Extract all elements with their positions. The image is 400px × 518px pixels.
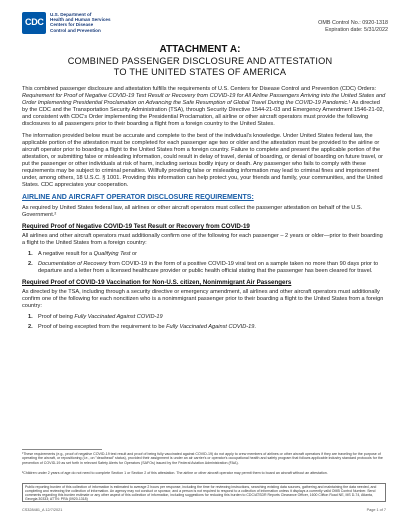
page-number: Page 1 of 7 [366, 508, 386, 512]
agency-line: Health and Human Services [50, 17, 111, 23]
intro-text-start: This combined passenger disclosure and attestation fulfills the requirements of U.S. Centers for Disease Control and Prevention (CDC) Orders: [22, 86, 377, 92]
agency-line: Control and Prevention [50, 27, 101, 33]
list-item [22, 261, 386, 275]
document-title [0, 44, 400, 78]
title-line-1: ATTACHMENT A: [159, 44, 241, 55]
list-number: 2. [28, 260, 33, 267]
cdc-logo [22, 12, 46, 34]
item-text: A negative result for a [38, 250, 94, 257]
item-italic: Fully Vaccinated Against COVID-19 [74, 313, 163, 320]
list-item [22, 314, 386, 321]
expiration-date: Expiration date: 5/31/2022 [325, 26, 388, 33]
title-line-3: TO THE UNITED STATES OF AMERICA [113, 67, 287, 77]
item-italic: Qualifying Test [93, 250, 131, 257]
test-options-list [22, 251, 386, 275]
list-number: 2. [28, 323, 33, 330]
page-header [22, 10, 388, 40]
page-footer [22, 508, 386, 512]
vaccination-options-list [22, 314, 386, 331]
item-text-end: or [130, 250, 137, 257]
section-lead: As required by United States federal law, all airlines or other aircraft operators must collect the passenger attestation on behalf of the U.S. Government.² [22, 204, 363, 218]
heading-test-requirement: Required Proof of Negative COVID-19 Test Result or Recovery from COVID-19 [22, 222, 250, 230]
item-text: Proof of being [38, 313, 75, 320]
intro-paragraph-1 [22, 86, 386, 129]
list-item [22, 251, 386, 258]
footnote-2: ²Children under 2 years of age do not need to complete Section 1 or Section 2 of this attestation. The airline or other aircraft operator may permit them to board an aircraft without an attestation. [22, 471, 328, 475]
footnote-divider [22, 449, 102, 450]
form-code: CS328481_A 12/7/2021 [22, 508, 63, 512]
section-heading-disclosure: AIRLINE AND AIRCRAFT OPERATOR DISCLOSURE REQUIREMENTS: [22, 194, 254, 202]
agency-name [50, 12, 140, 33]
logo-text: CDC [25, 17, 44, 27]
item-text: Proof of being excepted from the requirement to be [38, 323, 167, 330]
heading-vaccination-requirement: Required Proof of COVID-19 Vaccination for Non-U.S. citizen, Nonimmigrant Air Passengers [22, 278, 292, 286]
order-title: Requirement for Proof of Negative COVID-19 Test Result or Recovery from COVID-19 for All Airline Passengers Arriving into the United States and Order Implementing Presidential Proclamation on Advancing the Safe Resumption of Global Travel During the COVID-19 Pandemic. [22, 93, 386, 107]
item-text-end: . [254, 323, 256, 330]
item-text-end: from COVID-19 in the form of a positive COVID-19 viral test on a sample taken no more than 90 days prior to departure and a letter from a licensed healthcare provider or public health official stating that the passenger has been cleared for travel. [38, 260, 379, 274]
item-italic: Documentation of Recovery [38, 260, 108, 267]
agency-line: Centers for Disease [50, 22, 94, 28]
document-body [22, 86, 386, 334]
omb-info [318, 20, 388, 33]
omb-control-number: OMB Control No.: 0920-1318 [318, 20, 388, 26]
footnote-1: ¹These requirements (e.g., proof of negative COVID-19 test result and proof of being fully vaccinated against COVID-19) do not apply to crew members of airlines or other aircraft operators if they are traveling for the purpose of operating the aircraft, or repositioning (i.e., on "deadhead" status), provided their assignment is under an air carrier's or operator's occupational health and safety program that follows applicable industry standard protocols for the prevention of COVID-19 as set forth in relevant Safety Alerts for Operators (SAFOs) issued by the Federal Aviation Administration (FAA). [22, 452, 383, 465]
list-number: 1. [28, 313, 33, 320]
list-number: 1. [28, 250, 33, 257]
item-italic: Fully Vaccinated Against COVID-19 [166, 323, 255, 330]
list-item [22, 324, 386, 331]
test-lead: All airlines and other aircraft operators must additionally confirm one of the following for each passenger – 2 years or older—prior to their boarding a flight to the United States from a foreign country: [22, 232, 383, 246]
agency-line: U.S. Department of [50, 12, 92, 17]
intro-paragraph-2: The information provided below must be accurate and complete to the best of the individual's knowledge. Under United States federal law, the applicable portion of the attestation must be completed for each passenger age two or older and the attestation must be provided to the airline or aircraft operator prior to boarding a flight to the United States from a foreign country. Failure to complete and present the applicable portion of the attestation, or submitting false or misleading information, could result in delay of travel, denial of boarding, or denial of boarding on future travel, or put the passenger or other individuals at risk of harm, including serious bodily injury or death. Any passenger who fails to comply with these requirements may be subject to criminal penalties. Willfully providing false or misleading information may lead to criminal fines and imprisonment under, among others, 18 U.S.C. § 1001. Providing this information can help protect you, your friends and family, your communities, and the United States. CDC appreciates your cooperation. [22, 132, 383, 189]
intro-text-end: ¹ As directed by the CDC and the Transportation Security Administration (TSA), through Security Directive 1544-21-03 and Emergency Amendment 1546-21-02, and consistent with CDC's Order implementing the Presidential Proclamation, all airline or other aircraft operators must provide the following disclosures to all passengers prior to their boarding a flight from a foreign country to the United States. [22, 100, 385, 128]
burden-statement: Public reporting burden of this collection of information is estimated to average 2 hours per response, including the time for reviewing instructions, searching existing data sources, gathering and maintaining the data needed, and completing and reviewing the collection of information. An agency may not conduct or sponsor, and a person is not required to respond to a collection of information unless it displays a currently valid OMB Control Number. Send comments regarding this burden estimate or any other aspect of this collection of information, including suggestions for reducing this burden to CDC/ATSDR Reports Clearance Officer, 1600 Clifton Road NE, MS D-74, Atlanta, Georgia 30333; ATTN: PRA (0920-1318) [22, 483, 386, 502]
title-line-2: COMBINED PASSENGER DISCLOSURE AND ATTESTATION [67, 56, 333, 66]
vaccination-lead: As directed by the TSA, including through a security directive or emergency amendment, all airlines and other aircraft operators must additionally confirm one of the following for each noncitizen who is a nonimmigrant passenger prior to their boarding a flight to the United States from a foreign country: [22, 288, 384, 309]
